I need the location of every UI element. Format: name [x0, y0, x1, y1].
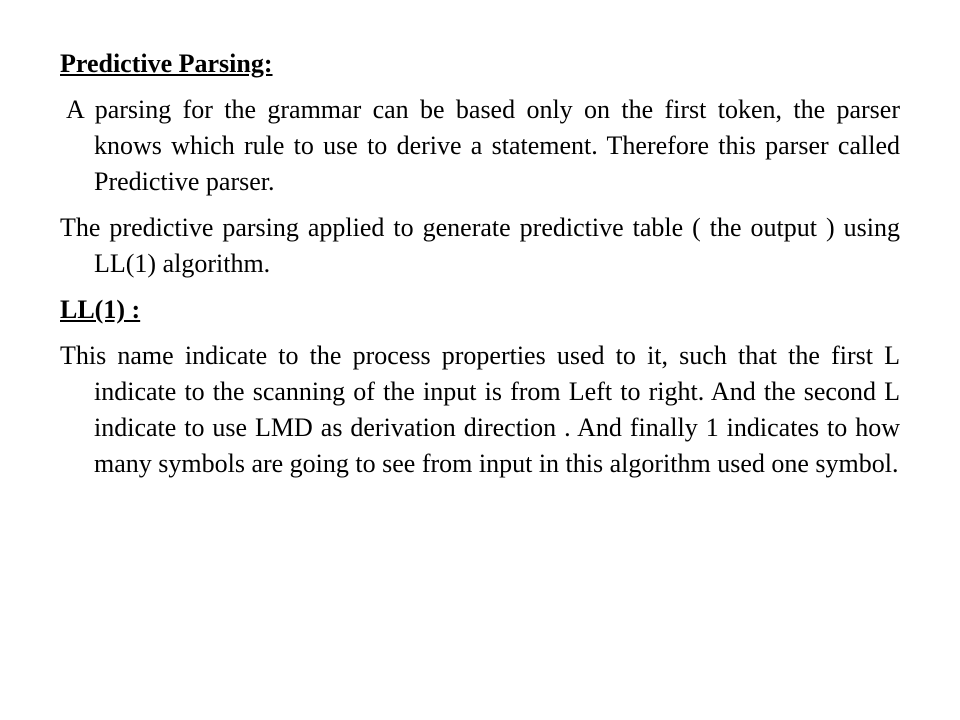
slide-content	[60, 46, 900, 492]
paragraph-predictive-parser-definition: A parsing for the grammar can be based only on the first token, the parser knows which rule to use to derive a statement. Therefore this parser called Predictive parser.	[66, 95, 900, 196]
paragraph-ll1-explanation: This name indicate to the process properties used to it, such that the first L indicate to the scanning of the input is from Left to right. And the second L indicate to use LMD as derivation direction . And finally 1 indicates to how many symbols are going to see from input in this algorithm used one symbol.	[60, 341, 900, 478]
heading-ll1: LL(1) :	[60, 295, 141, 324]
heading-predictive-parsing: Predictive Parsing:	[60, 49, 273, 78]
paragraph-predictive-table: The predictive parsing applied to generate predictive table ( the output ) using LL(1) algorithm.	[60, 213, 900, 278]
